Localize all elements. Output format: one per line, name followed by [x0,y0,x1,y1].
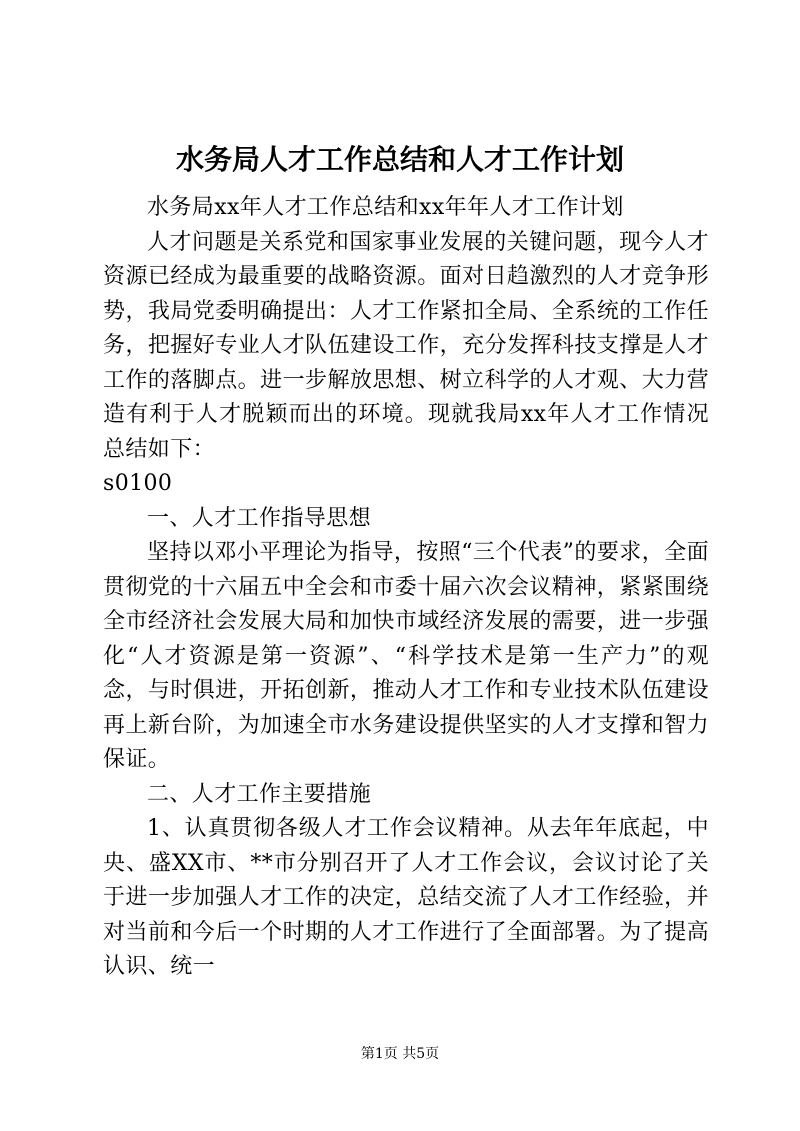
section-heading-main-measures: 二、人才工作主要措施 [147,781,372,807]
code-paragraph: s0100 [103,471,173,496]
intro-paragraph: 人才问题是关系党和国家事业发展的关键问题，现今人才资源已经成为最重要的战略资源。面对日趋激烈的人才竞争形势，我局党委明确提出：人才工作紧扣全局、全系统的工作任务，把握好专业人才队伍建设工作，充分发挥科技支撑是人才工作的落脚点。进一步解放思想、树立科学的人才观、大力营造有利于人才脱颖而出的环境。现就我局xx年人才工作情况总结如下： [103,229,709,462]
page-footer: 第1页 共5页 [360,1046,440,1062]
section-heading-guiding-thought: 一、人才工作指导思想 [147,505,372,531]
measure-1-paragraph: 1、认真贯彻各级人才工作会议精神。从去年年底起，中央、盛XX市、**市分别召开了人才工作会议，会议讨论了关于进一步加强人才工作的决定，总结交流了人才工作经验，并对当前和今后一个时期的人才工作进行了全面部署。为了提高认识、统一 [103,816,709,979]
document-body [103,191,709,985]
subtitle-paragraph: 水务局xx年人才工作总结和xx年年人才工作计划 [147,195,624,220]
guiding-thought-paragraph: 坚持以邓小平理论为指导，按照“三个代表”的要求，全面贯彻党的十六届五中全会和市委十届六次会议精神，紧紧围绕全市经济社会发展大局和加快市域经济发展的需要，进一步强化“人才资源是第一资源”、“科学技术是第一生产力”的观念，与时俱进，开拓创新，推动人才工作和专业技术队伍建设再上新台阶，为加速全市水务建设提供坚实的人才支撑和智力保证。 [103,540,709,772]
document-title: 水务局人才工作总结和人才工作计划 [175,143,624,176]
